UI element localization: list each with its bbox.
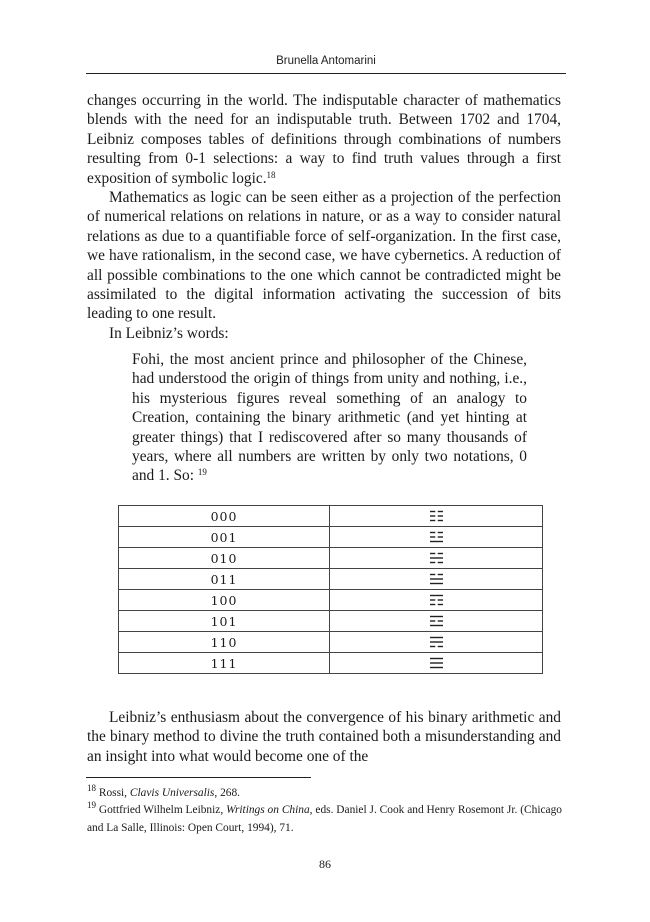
- footnote-text: Rossi,: [98, 787, 130, 799]
- trigram-icon: [430, 636, 443, 649]
- binary-code-cell: 000: [119, 506, 330, 527]
- binary-code-cell: 111: [119, 653, 330, 674]
- footnote-rule: [86, 777, 311, 778]
- trigram-cell: [330, 632, 543, 653]
- paragraph-4: Leibniz’s enthusiasm about the convergence of his binary arithmetic and the binary method to divine the truth contained both a misunderstanding and an insight into what would become one of the: [87, 709, 561, 765]
- binary-trigram-table: [118, 505, 543, 674]
- table-row: [119, 527, 543, 548]
- footnote-text: Gottfried Wilhelm Leibniz,: [98, 804, 227, 817]
- trigram-icon: [430, 552, 443, 565]
- trigram-cell: [330, 653, 543, 674]
- header-rule: [86, 73, 566, 74]
- footnote-title: Clavis Universalis: [129, 787, 215, 799]
- footnote-ref-18[interactable]: 18: [266, 169, 276, 180]
- trigram-icon: [430, 531, 443, 544]
- table-row: [119, 569, 543, 590]
- binary-code-cell: 100: [119, 590, 330, 611]
- main-text: [87, 91, 561, 343]
- block-quote: [132, 350, 527, 486]
- trigram-icon: [430, 615, 443, 628]
- footnote-text: , eds. Daniel J. Cook and Henry Rosemont Jr. (Chicago and La Salle, Illinois: Open Court, 1994), 71.: [87, 804, 562, 834]
- binary-code-cell: 110: [119, 632, 330, 653]
- table-row: [119, 590, 543, 611]
- binary-code-cell: 010: [119, 548, 330, 569]
- table-row: [119, 653, 543, 674]
- table-row: [119, 611, 543, 632]
- footnote-text: , 268.: [214, 787, 241, 799]
- page-number: 86: [319, 857, 331, 871]
- binary-code-cell: 101: [119, 611, 330, 632]
- table-row: [119, 632, 543, 653]
- trigram-cell: [330, 611, 543, 632]
- trigram-icon: [430, 657, 443, 670]
- footnote-ref-19[interactable]: 19: [197, 467, 207, 478]
- trigram-icon: [430, 594, 443, 607]
- table-row: [119, 548, 543, 569]
- closing-text: [87, 708, 561, 766]
- footnote-19: [87, 802, 562, 837]
- trigram-cell: [330, 569, 543, 590]
- trigram-cell: [330, 506, 543, 527]
- paragraph-1-text: changes occurring in the world. The indisputable character of mathematics blends with the need for an indisputable truth. Between 1702 and 1704, Leibniz composes tables of definitions through combinations of numbers resulting from 0-1 selections: a way to find truth values through a first exposition of symbolic logic.: [87, 92, 561, 187]
- paragraph-2: Mathematics as logic can be seen either as a projection of the perfection of numerical relations on relations in nature, or as a way to consider natural relations as due to a quantifiable force of self-organization. In the first case, we have rationalism, in the second case, we have cybernetics. A reduction of all possible combinations to the one which cannot be contradicted might be assimilated to the digital information activating the succession of bits leading to one result.: [87, 189, 561, 323]
- footnote-number: 18: [87, 783, 96, 793]
- footnote-18: [87, 785, 562, 802]
- binary-code-cell: 011: [119, 569, 330, 590]
- footnotes: [87, 785, 562, 837]
- running-head: Brunella Antomarini: [276, 55, 376, 67]
- block-quote-text: Fohi, the most ancient prince and philosopher of the Chinese, had understood the origin of things from unity and nothing, i.e., his mysterious figures reveal something of an analogy to Creation, containing the binary arithmetic (and yet hinting at greater things) that I rediscovered after so many thousands of years, where all numbers are written by only two notations, 0 and 1. So:: [132, 351, 527, 485]
- trigram-cell: [330, 590, 543, 611]
- trigram-icon: [430, 573, 443, 586]
- table-row: [119, 506, 543, 527]
- paragraph-1: [87, 91, 561, 188]
- paragraph-3: In Leibniz’s words:: [109, 324, 229, 342]
- trigram-icon: [430, 510, 443, 523]
- trigram-cell: [330, 527, 543, 548]
- footnote-number: 19: [87, 800, 96, 811]
- binary-code-cell: 001: [119, 527, 330, 548]
- trigram-cell: [330, 548, 543, 569]
- footnote-title: Writings on China: [226, 804, 310, 817]
